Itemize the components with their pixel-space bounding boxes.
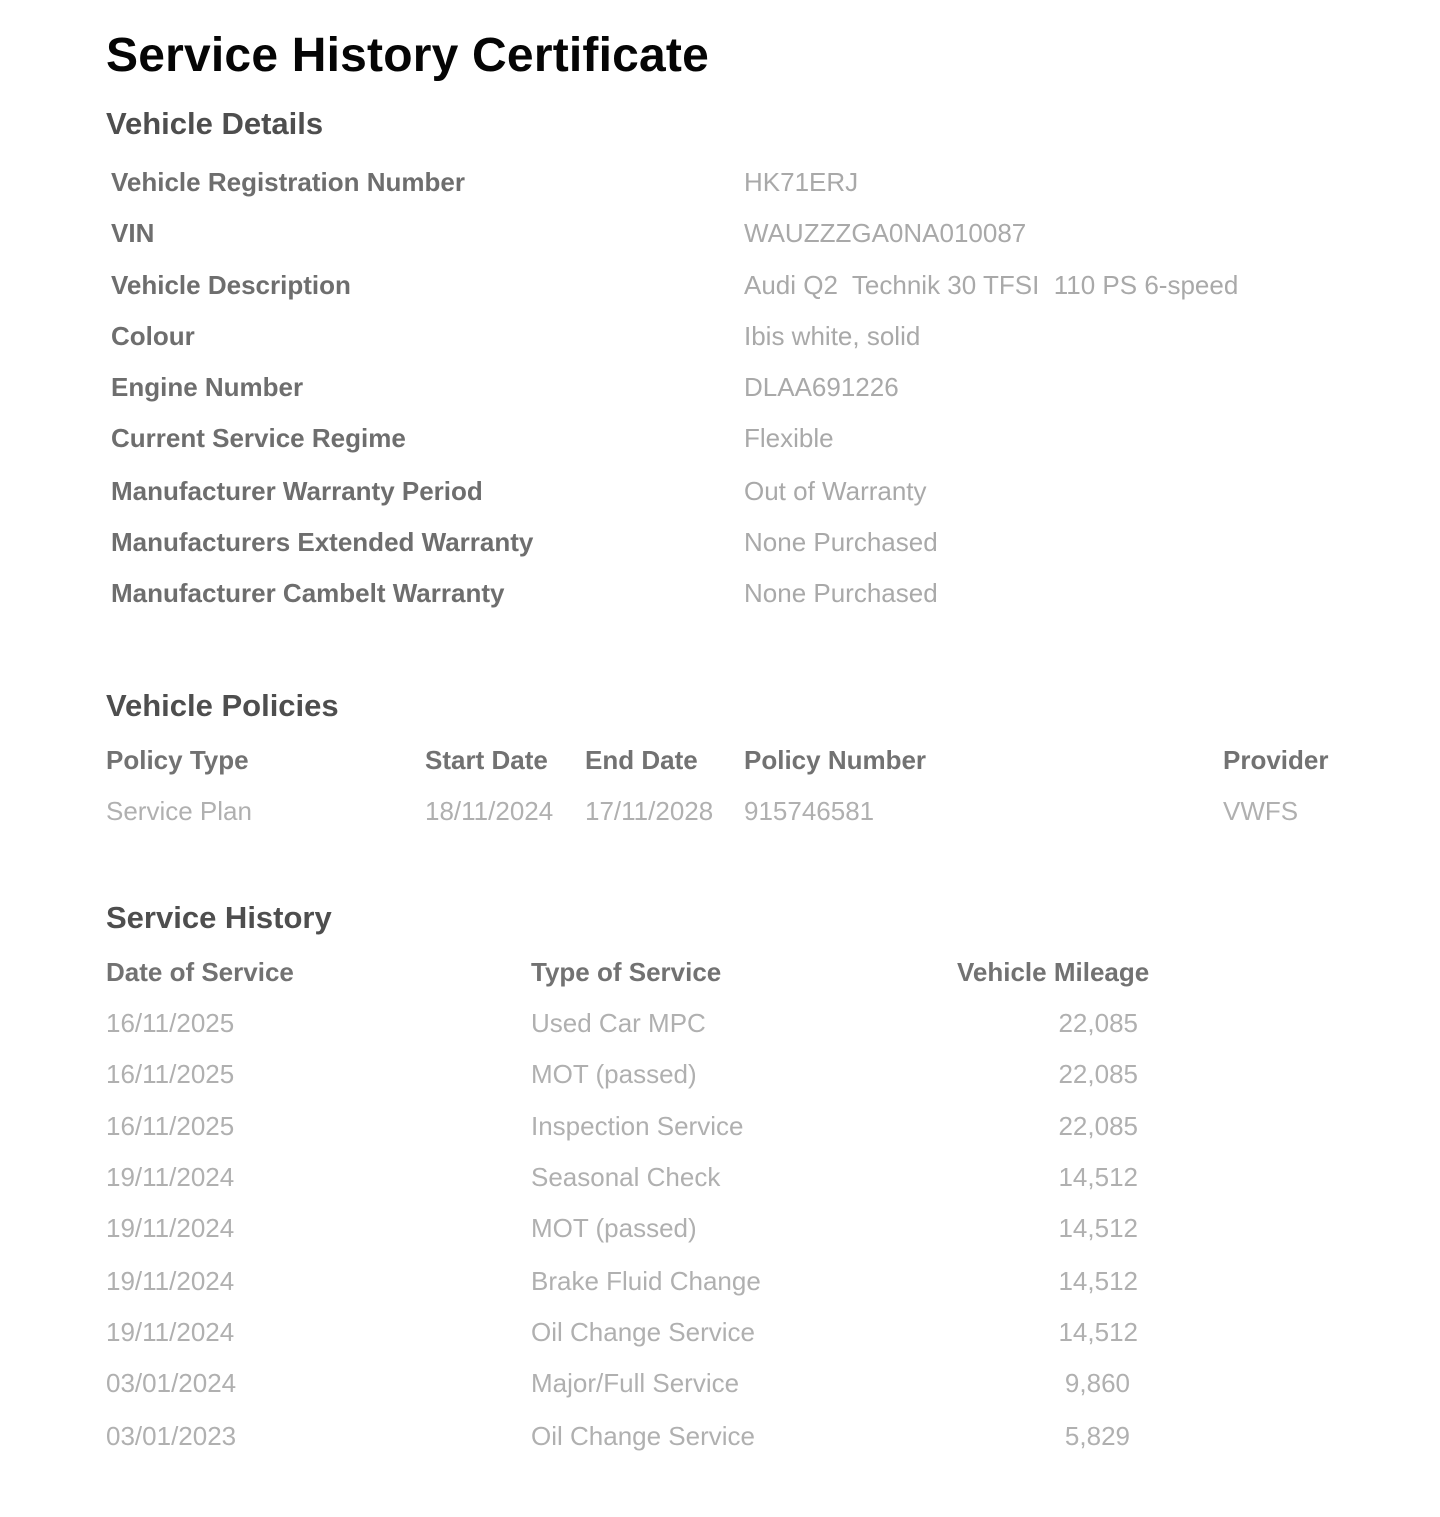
- service-type-cell: Brake Fluid Change: [531, 1266, 761, 1296]
- service-type-cell: Seasonal Check: [531, 1162, 721, 1192]
- service-type-cell: Oil Change Service: [531, 1421, 755, 1451]
- detail-value: WAUZZZGA0NA010087: [744, 218, 1027, 248]
- service-type-cell: Inspection Service: [531, 1111, 744, 1141]
- vehicle-policies-heading: Vehicle Policies: [106, 688, 339, 723]
- mileage-cell: 14,512: [1058, 1317, 1138, 1347]
- detail-value: Ibis white, solid: [744, 321, 921, 351]
- mileage-cell: 22,085: [1058, 1111, 1138, 1141]
- service-date-cell: 16/11/2025: [106, 1008, 235, 1038]
- detail-label: Manufacturers Extended Warranty: [111, 527, 534, 557]
- detail-label: Vehicle Registration Number: [111, 167, 465, 197]
- detail-label: Manufacturer Cambelt Warranty: [111, 578, 505, 608]
- column-header-type-of-service: Type of Service: [531, 957, 722, 987]
- policy-number-cell: 915746581: [744, 796, 875, 826]
- provider-cell: VWFS: [1223, 796, 1299, 826]
- service-date-cell: 19/11/2024: [106, 1266, 235, 1296]
- column-header-date-of-service: Date of Service: [106, 957, 294, 987]
- vehicle-details-heading: Vehicle Details: [106, 106, 324, 141]
- detail-label: VIN: [111, 218, 155, 248]
- detail-label: Colour: [111, 321, 195, 351]
- end-date-cell: 17/11/2028: [585, 796, 714, 826]
- service-date-cell: 16/11/2025: [106, 1059, 235, 1089]
- mileage-cell: 22,085: [1058, 1008, 1138, 1038]
- service-history-heading: Service History: [106, 900, 332, 935]
- detail-value: DLAA691226: [744, 372, 899, 402]
- service-type-cell: MOT (passed): [531, 1059, 697, 1089]
- column-header-end-date: End Date: [585, 745, 698, 775]
- detail-value: Flexible: [744, 423, 834, 453]
- column-header-policy-number: Policy Number: [744, 745, 927, 775]
- service-type-cell: Used Car MPC: [531, 1008, 706, 1038]
- column-header-start-date: Start Date: [425, 745, 548, 775]
- service-date-cell: 19/11/2024: [106, 1213, 235, 1243]
- detail-value: HK71ERJ: [744, 167, 859, 197]
- mileage-cell: 14,512: [1058, 1162, 1138, 1192]
- service-date-cell: 03/01/2023: [106, 1421, 237, 1451]
- start-date-cell: 18/11/2024: [425, 796, 554, 826]
- page-title: Service History Certificate: [106, 29, 710, 82]
- detail-label: Vehicle Description: [111, 270, 351, 300]
- detail-label: Engine Number: [111, 372, 304, 402]
- service-date-cell: 19/11/2024: [106, 1317, 235, 1347]
- mileage-cell: 5,829: [1064, 1421, 1130, 1451]
- service-date-cell: 03/01/2024: [106, 1368, 237, 1398]
- mileage-cell: 9,860: [1064, 1368, 1130, 1398]
- column-header-policy-type: Policy Type: [106, 745, 249, 775]
- service-type-cell: MOT (passed): [531, 1213, 697, 1243]
- service-type-cell: Oil Change Service: [531, 1317, 755, 1347]
- service-type-cell: Major/Full Service: [531, 1368, 740, 1398]
- mileage-cell: 22,085: [1058, 1059, 1138, 1089]
- service-date-cell: 19/11/2024: [106, 1162, 235, 1192]
- detail-value: Audi Q2 Technik 30 TFSI 110 PS 6-speed: [744, 270, 1239, 300]
- service-date-cell: 16/11/2025: [106, 1111, 235, 1141]
- detail-value: Out of Warranty: [744, 476, 927, 506]
- column-header-provider: Provider: [1223, 745, 1329, 775]
- detail-label: Manufacturer Warranty Period: [111, 476, 483, 506]
- detail-label: Current Service Regime: [111, 423, 406, 453]
- policy-type-cell: Service Plan: [106, 796, 252, 826]
- mileage-cell: 14,512: [1058, 1213, 1138, 1243]
- detail-value: None Purchased: [744, 578, 938, 608]
- detail-value: None Purchased: [744, 527, 938, 557]
- mileage-cell: 14,512: [1058, 1266, 1138, 1296]
- column-header-vehicle-mileage: Vehicle Mileage: [957, 957, 1150, 987]
